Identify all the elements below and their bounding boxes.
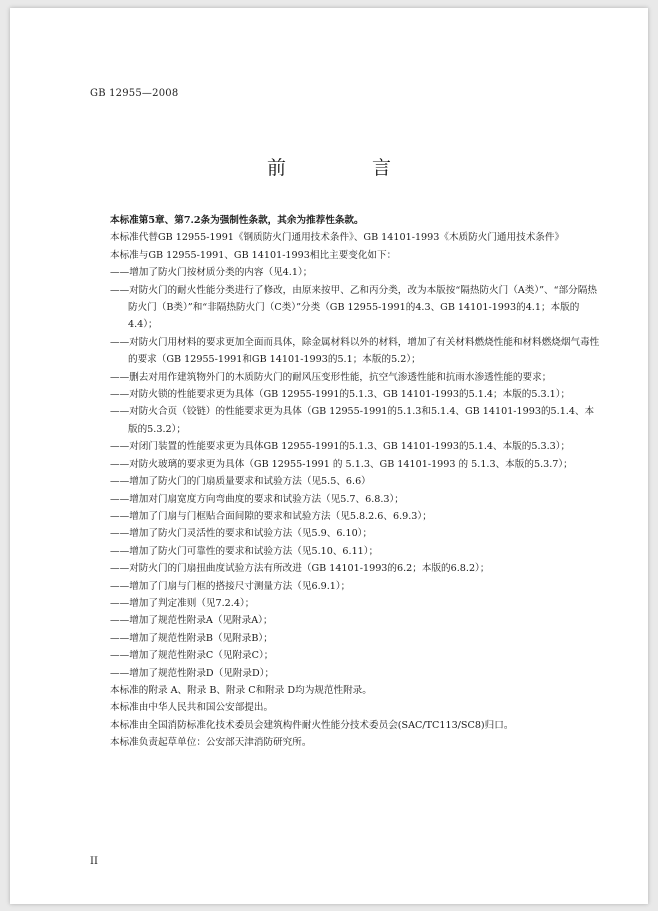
annex-paragraph: 本标准的附录 A、附录 B、附录 C和附录 D均为规范性附录。 bbox=[110, 684, 372, 696]
change-item: ——对防火门用材料的要求更加全面而具体，除金属材料以外的材料，增加了有关材料燃烧性能和材料燃烧烟气毒性的要求（GB 12955-1991和GB 14101-1993的5.1；本版的5.2）； bbox=[110, 336, 600, 366]
change-item: ——增加了门扇与门框贴合面间隙的要求和试验方法（见5.8.2.6、6.9.3）； bbox=[110, 510, 432, 522]
changes-intro-paragraph: 本标准与GB 12955-1991、GB 14101-1993相比主要变化如下： bbox=[110, 249, 397, 261]
change-item: ——增加了规范性附录B（见附录B）； bbox=[110, 632, 273, 644]
proposer-paragraph: 本标准由中华人民共和国公安部提出。 bbox=[110, 702, 274, 714]
change-item: ——对防火门的门扇扭曲度试验方法有所改进（GB 14101-1993的6.2；本版的6.8.2）； bbox=[110, 563, 490, 575]
standard-code: GB 12955—2008 bbox=[90, 88, 179, 99]
page-title: 前 言 bbox=[266, 157, 432, 179]
mandatory-clause-paragraph: 本标准第5章、第7.2条为强制性条款，其余为推荐性条款。 bbox=[110, 215, 364, 226]
replaces-paragraph: 本标准代替GB 12955-1991《钢质防火门通用技术条件》、GB 14101-1993《木质防火门通用技术条件》 bbox=[110, 232, 565, 244]
changes-list bbox=[90, 264, 600, 682]
change-item: ——对防火门的耐火性能分类进行了修改，由原来按甲、乙和丙分类，改为本版按“隔热防火门（A类）”、“部分隔热防火门（B类）”和“非隔热防火门（C类）”分类（GB 12955-1991的4.3、GB 14101-1993的4.1；本版的4.4）； bbox=[110, 284, 597, 331]
change-item: ——增加了防火门灵活性的要求和试验方法（见5.9、6.10）； bbox=[110, 528, 373, 540]
change-item: ——增加了规范性附录C（见附录C）； bbox=[110, 650, 274, 662]
page-number: II bbox=[90, 856, 98, 867]
change-item: ——增加对门扇宽度方向弯曲度的要求和试验方法（见5.7、6.8.3）； bbox=[110, 493, 404, 505]
change-item: ——对防火合页（铰链）的性能要求更为具体（GB 12955-1991的5.1.3和5.1.4、GB 14101-1993的5.1.4、本版的5.3.2）； bbox=[110, 406, 595, 435]
change-item: ——增加了门扇与门框的搭接尺寸测量方法（见6.9.1）； bbox=[110, 580, 351, 592]
drafting-unit-paragraph: 本标准负责起草单位：公安部天津消防研究所。 bbox=[110, 737, 312, 749]
change-item: ——增加了判定准则（见7.2.4）； bbox=[110, 597, 255, 609]
change-item: ——对闭门装置的性能要求更为具体GB 12955-1991的5.1.3、GB 14101-1993的5.1.4、本版的5.3.3）； bbox=[110, 441, 571, 453]
change-item: ——删去对用作建筑物外门的木质防火门的耐风压变形性能，抗空气渗透性能和抗雨水渗透性能的要求； bbox=[110, 371, 552, 383]
change-item: ——增加了规范性附录A（见附录A）； bbox=[110, 615, 273, 627]
committee-paragraph: 本标准由全国消防标准化技术委员会建筑构件耐火性能分技术委员会(SAC/TC113/SC8)归口。 bbox=[110, 719, 514, 731]
change-item: ——增加了防火门的门扇质量要求和试验方法（见5.5、6.6） bbox=[110, 476, 371, 488]
change-item: ——对防火玻璃的要求更为具体（GB 12955-1991 的 5.1.3、GB 14101-1993 的 5.1.3、本版的5.3.7）； bbox=[110, 458, 573, 470]
change-item: ——增加了规范性附录D（见附录D）； bbox=[110, 667, 275, 679]
change-item: ——增加了防火门可靠性的要求和试验方法（见5.10、6.11）； bbox=[110, 545, 379, 557]
foreword-body bbox=[90, 212, 600, 752]
document-page bbox=[10, 8, 648, 904]
change-item: ——增加了防火门按材质分类的内容（见4.1）； bbox=[110, 267, 313, 279]
change-item: ——对防火锁的性能要求更为具体（GB 12955-1991的5.1.3、GB 14101-1993的5.1.4；本版的5.3.1）； bbox=[110, 389, 571, 401]
